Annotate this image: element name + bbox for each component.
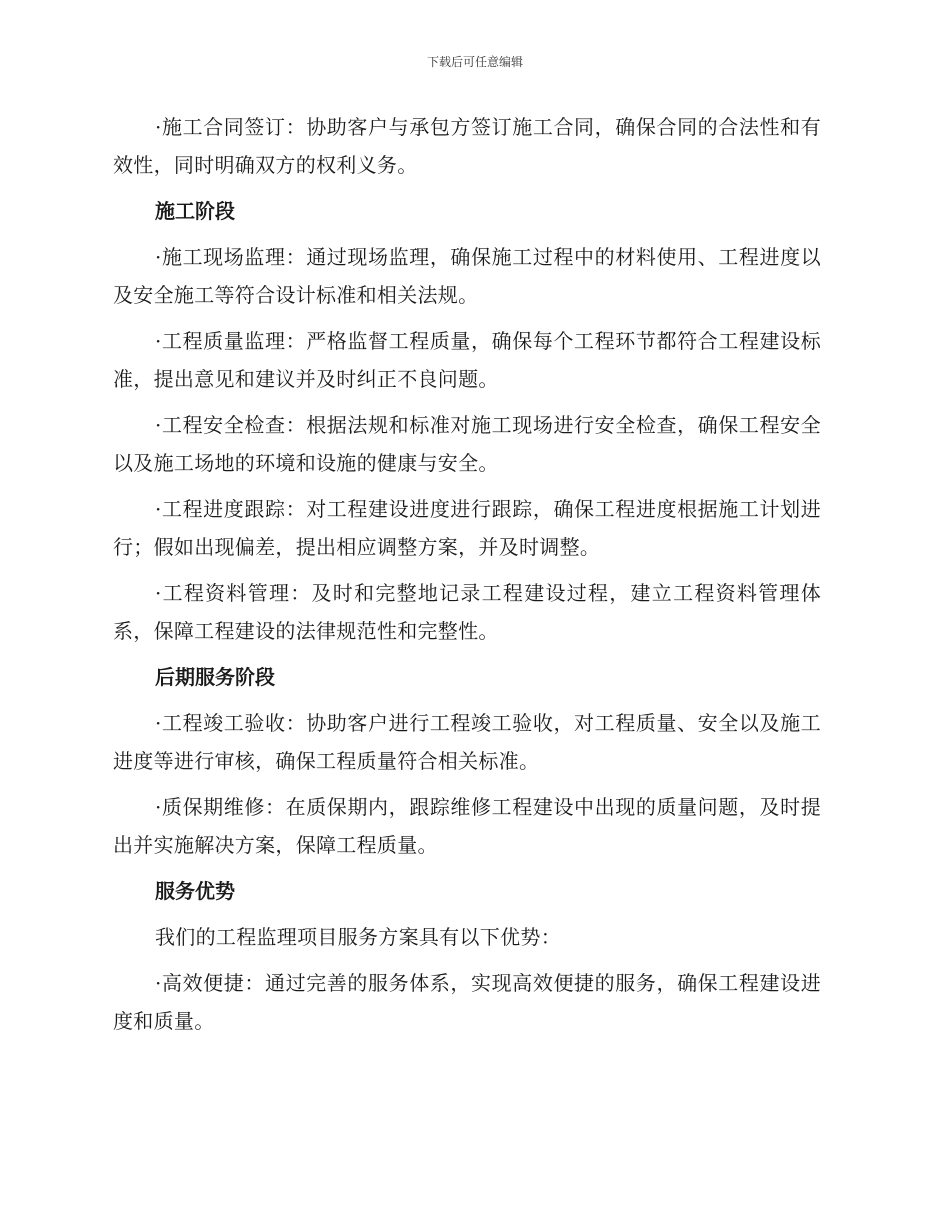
paragraph-safety-inspection: ·工程安全检查：根据法规和标准对施工现场进行安全检查，确保工程安全以及施工场地的环境和设施的健康与安全。: [113, 413, 821, 475]
paragraph-progress-tracking: ·工程进度跟踪：对工程建设进度进行跟踪，确保工程进度根据施工计划进行；假如出现偏差，提出相应调整方案，并及时调整。: [113, 497, 821, 559]
paragraph-site-supervision: ·施工现场监理：通过现场监理，确保施工过程中的材料使用、工程进度以及安全施工等符合设计标准和相关法规。: [113, 245, 821, 307]
paragraph-quality-supervision: ·工程质量监理：严格监督工程质量，确保每个工程环节都符合工程建设标准，提出意见和建议并及时纠正不良问题。: [113, 329, 821, 391]
document-body: [113, 108, 821, 1048]
section-heading-construction-phase: 施工阶段: [155, 199, 235, 223]
paragraph-efficiency: ·高效便捷：通过完善的服务体系，实现高效便捷的服务，确保工程建设进度和质量。: [113, 971, 821, 1033]
paragraph-advantages-intro: 我们的工程监理项目服务方案具有以下优势：: [155, 925, 561, 949]
paragraph-warranty-repair: ·质保期维修：在质保期内，跟踪维修工程建设中出现的质量问题，及时提出并实施解决方案，保障工程质量。: [113, 795, 821, 857]
paragraph-completion-acceptance: ·工程竣工验收：协助客户进行工程竣工验收，对工程质量、安全以及施工进度等进行审核，确保工程质量符合相关标准。: [113, 711, 821, 773]
page-header: 下载后可任意编辑: [426, 55, 523, 69]
paragraph-contract-signing: ·施工合同签订：协助客户与承包方签订施工合同，确保合同的合法性和有效性，同时明确双方的权利义务。: [113, 115, 821, 177]
paragraph-document-management: ·工程资料管理：及时和完整地记录工程建设过程，建立工程资料管理体系，保障工程建设的法律规范性和完整性。: [113, 581, 821, 643]
section-heading-after-service: 后期服务阶段: [155, 665, 275, 689]
section-heading-service-advantages: 服务优势: [155, 879, 235, 903]
